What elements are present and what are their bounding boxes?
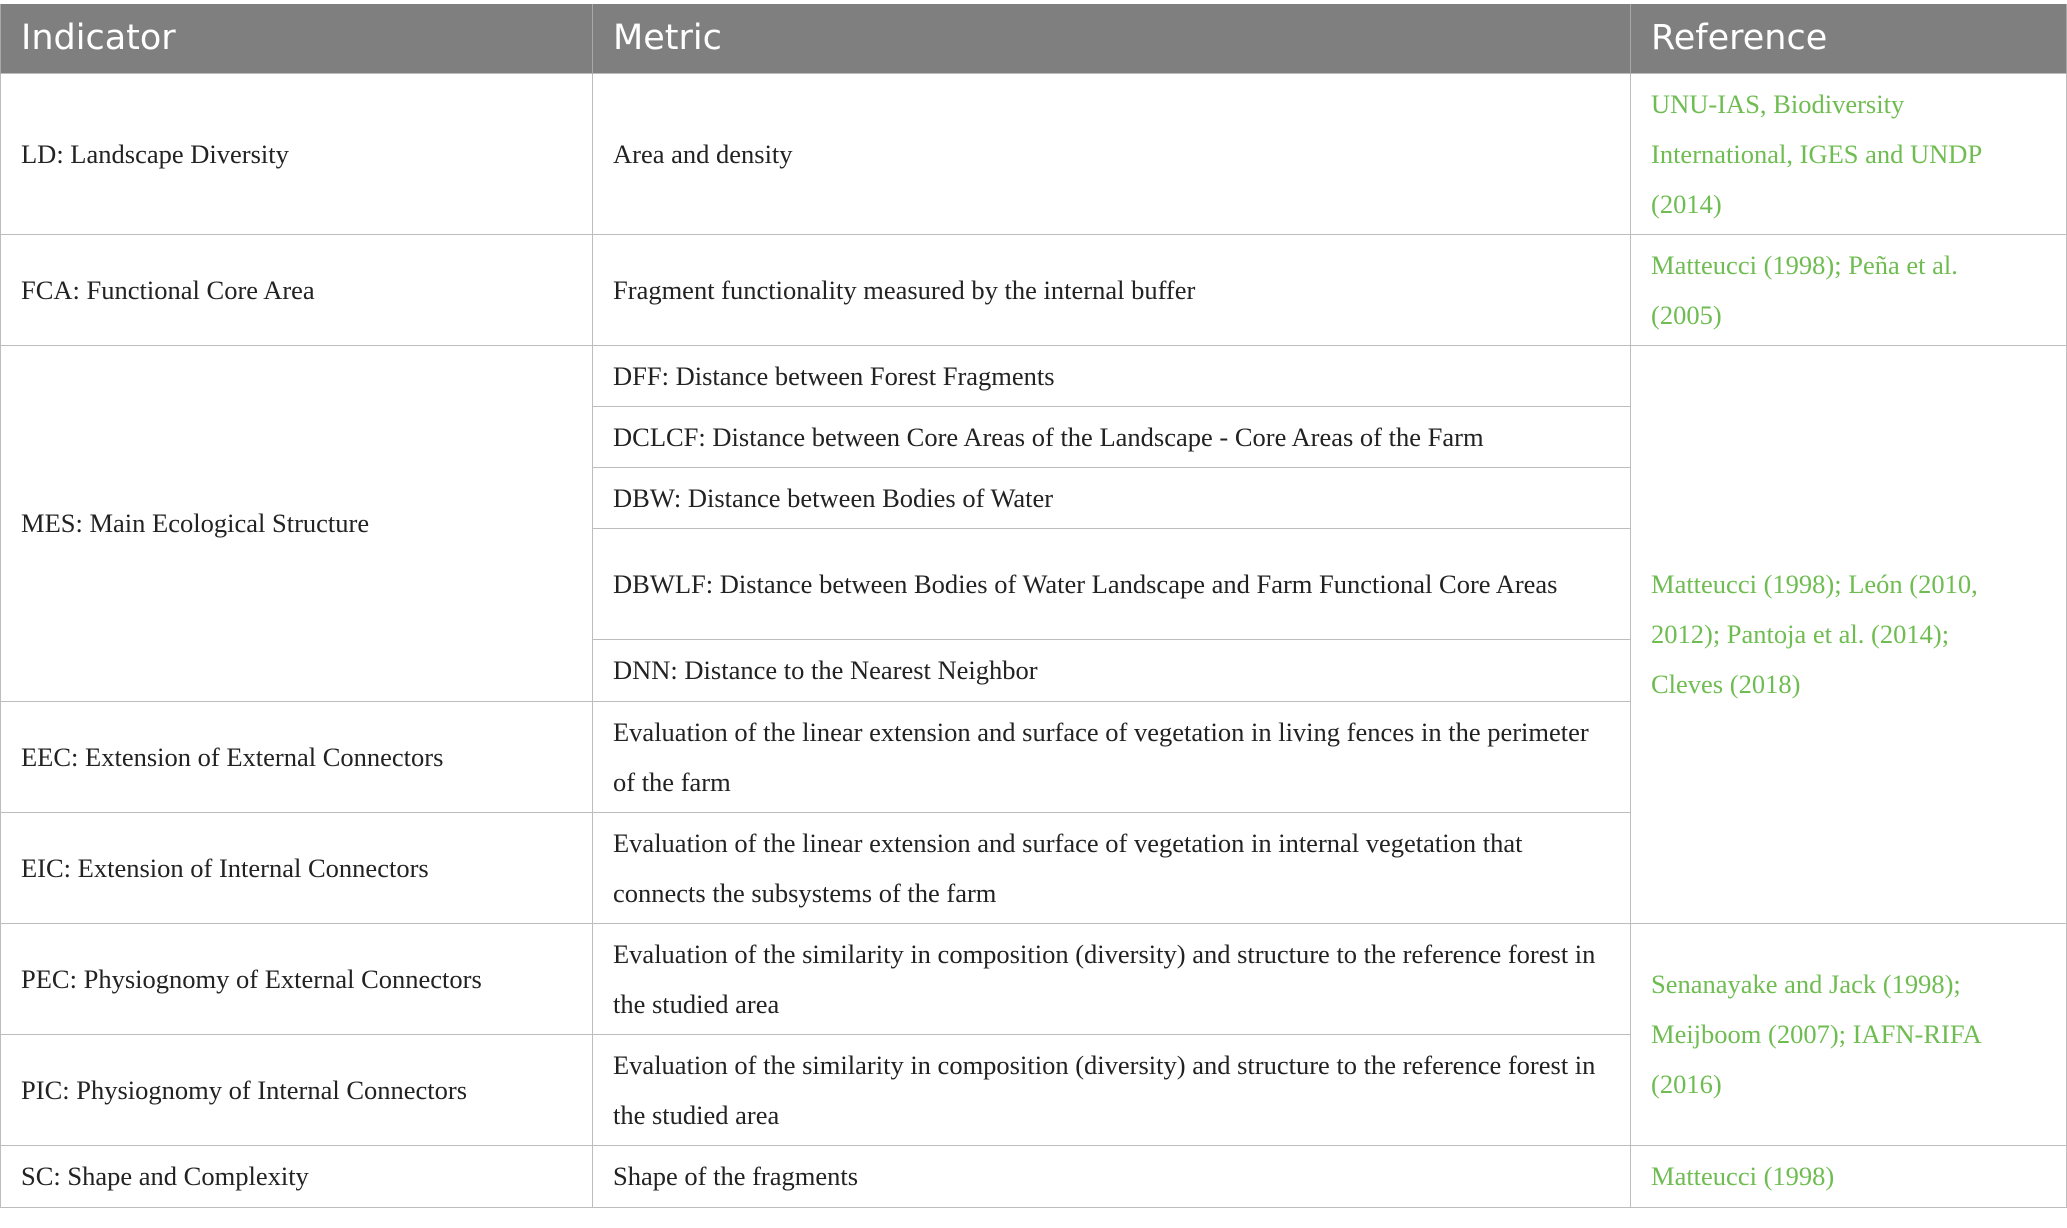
indicator-cell: LD: Landscape Diversity	[1, 73, 593, 234]
table-header	[1, 4, 2067, 73]
table-row	[1, 234, 2067, 345]
metric-cell: Evaluation of the similarity in composition (diversity) and structure to the reference forest in the studied area	[593, 923, 1631, 1034]
metric-cell: DBWLF: Distance between Bodies of Water Landscape and Farm Functional Core Areas	[593, 528, 1631, 639]
metric-cell: Evaluation of the similarity in composition (diversity) and structure to the reference forest in the studied area	[593, 1034, 1631, 1145]
indicator-cell: FCA: Functional Core Area	[1, 234, 593, 345]
reference-cell	[1631, 1145, 2067, 1207]
table-row	[1, 1145, 2067, 1207]
reference-line: (2014)	[1651, 188, 1722, 219]
table-body	[1, 73, 2067, 1207]
reference-line: Matteucci (1998); León (2010,	[1651, 569, 1978, 599]
table-row	[1, 923, 2067, 1034]
metric-cell: DCLCF: Distance between Core Areas of the Landscape - Core Areas of the Farm	[593, 406, 1631, 467]
indicator-cell: EIC: Extension of Internal Connectors	[1, 812, 593, 923]
reference-line: Meijboom (2007); IAFN-RIFA	[1651, 1019, 1982, 1049]
header-indicator: Indicator	[1, 4, 593, 73]
reference-line: Matteucci (1998)	[1651, 1161, 1835, 1191]
reference-line: International, IGES and UNDP	[1651, 138, 1983, 169]
indicator-cell: MES: Main Ecological Structure	[1, 345, 593, 701]
reference-line: Senanayake and Jack (1998);	[1651, 969, 1961, 999]
table-row	[1, 73, 2067, 234]
reference-line: (2016)	[1651, 1069, 1722, 1099]
reference-line: 2012); Pantoja et al. (2014);	[1651, 619, 1950, 649]
metric-cell: Shape of the fragments	[593, 1145, 1631, 1207]
indicators-table	[0, 4, 2067, 1208]
header-reference: Reference	[1631, 4, 2067, 73]
metric-cell: DNN: Distance to the Nearest Neighbor	[593, 639, 1631, 701]
metric-cell: Fragment functionality measured by the internal buffer	[593, 234, 1631, 345]
reference-line: Matteucci (1998); Peña et al.	[1651, 249, 1958, 280]
indicator-cell: PEC: Physiognomy of External Connectors	[1, 923, 593, 1034]
metric-cell: DFF: Distance between Forest Fragments	[593, 345, 1631, 406]
reference-cell	[1631, 73, 2067, 234]
metric-cell: Evaluation of the linear extension and surface of vegetation in internal vegetation that connects the subsystems of the farm	[593, 812, 1631, 923]
reference-line: UNU-IAS, Biodiversity	[1651, 88, 1905, 119]
reference-cell	[1631, 923, 2067, 1145]
reference-cell	[1631, 234, 2067, 345]
header-metric: Metric	[593, 4, 1631, 73]
indicator-cell: PIC: Physiognomy of Internal Connectors	[1, 1034, 593, 1145]
reference-cell	[1631, 345, 2067, 923]
metric-cell: DBW: Distance between Bodies of Water	[593, 467, 1631, 528]
header-row	[1, 4, 2067, 73]
indicator-cell: EEC: Extension of External Connectors	[1, 701, 593, 812]
metric-cell: Area and density	[593, 73, 1631, 234]
metric-cell: Evaluation of the linear extension and surface of vegetation in living fences in the perimeter of the farm	[593, 701, 1631, 812]
table-row	[1, 345, 2067, 406]
indicator-cell: SC: Shape and Complexity	[1, 1145, 593, 1207]
reference-line: (2005)	[1651, 299, 1722, 330]
indicators-table-container	[0, 4, 2066, 1208]
reference-line: Cleves (2018)	[1651, 669, 1801, 699]
